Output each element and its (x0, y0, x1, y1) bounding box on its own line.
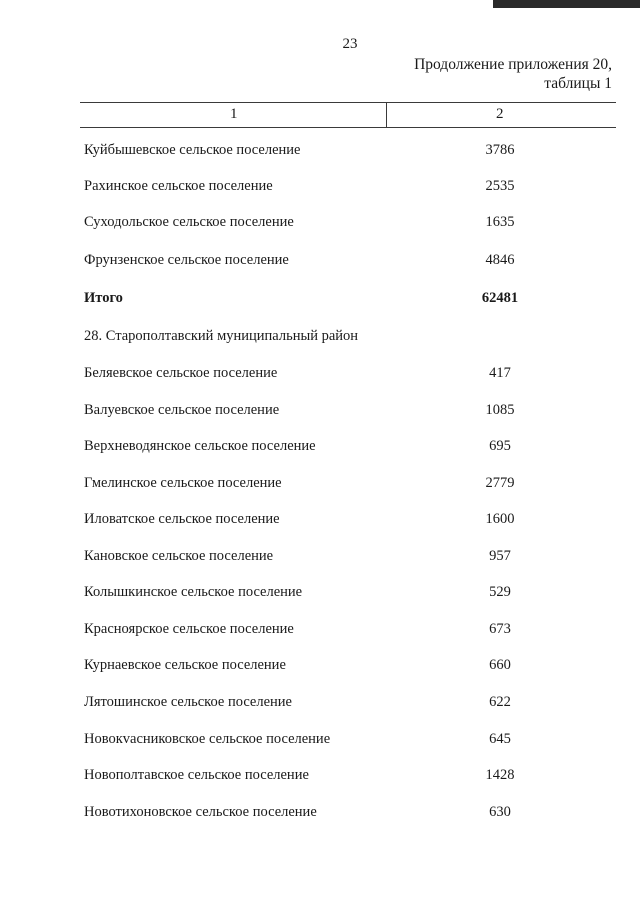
table-row (0, 694, 640, 716)
table-header-bottom-rule (80, 127, 616, 128)
row-name: Красноярское сельское поселение (84, 621, 294, 637)
continuation-note (414, 55, 612, 93)
table-row (0, 657, 640, 679)
scan-corner-mark (493, 0, 640, 8)
row-value: 673 (489, 621, 511, 637)
table-header-top-rule (80, 102, 616, 103)
total-row (0, 290, 640, 312)
section-heading-row (0, 328, 640, 350)
continuation-line-1: Продолжение приложения 20, (414, 56, 612, 73)
section-heading: 28. Старополтавский муниципальный район (84, 328, 359, 344)
table-row (0, 365, 640, 387)
row-name: Лятошинское сельское поселение (84, 694, 292, 710)
table-row (0, 252, 640, 274)
row-name: Новокvасниковское сельское поселение (84, 731, 331, 747)
row-value: 1428 (485, 767, 515, 783)
row-name: Курнаевское сельское поселение (84, 657, 286, 673)
column-header-2: 2 (496, 106, 504, 122)
table-row (0, 804, 640, 826)
row-name: Кановское сельское поселение (84, 548, 274, 564)
row-name: Верхневодянское сельское поселение (84, 438, 316, 454)
row-name: Куйбышевское сельское поселение (84, 142, 301, 158)
row-value: 957 (489, 548, 511, 564)
table-row (0, 767, 640, 789)
row-value: 1085 (485, 402, 515, 418)
table-row (0, 548, 640, 570)
column-header-1: 1 (230, 106, 238, 122)
row-value: 1635 (485, 214, 515, 230)
row-value: 660 (489, 657, 511, 673)
row-value: 645 (489, 731, 511, 747)
row-name: Фрунзенское сельское поселение (84, 252, 289, 268)
row-value: 3786 (485, 142, 515, 158)
row-value: 695 (489, 438, 511, 454)
row-name: Суходольское сельское поселение (84, 214, 294, 230)
continuation-line-2: таблицы 1 (544, 75, 612, 92)
row-name: Иловатское сельское поселение (84, 511, 280, 527)
row-name: Новотихоновское сельское поселение (84, 804, 317, 820)
row-name: Гмелинское сельское поселение (84, 475, 282, 491)
table-row (0, 621, 640, 643)
row-value: 4846 (485, 252, 515, 268)
row-value: 1600 (485, 511, 515, 527)
table-row (0, 731, 640, 753)
row-name: Колышкинское сельское поселение (84, 584, 303, 600)
row-name: Беляевское сельское поселение (84, 365, 278, 381)
table-row (0, 402, 640, 424)
row-value: 529 (489, 584, 511, 600)
row-name: Рахинское сельское поселение (84, 178, 273, 194)
row-value: 2779 (485, 475, 515, 491)
row-name: Новополтавское сельское поселение (84, 767, 309, 783)
total-label: Итого (84, 290, 123, 306)
table-row (0, 475, 640, 497)
row-value: 630 (489, 804, 511, 820)
row-name: Валуевское сельское поселение (84, 402, 280, 418)
table-row (0, 178, 640, 200)
table-row (0, 511, 640, 533)
page-number: 23 (342, 36, 358, 52)
row-value: 622 (489, 694, 511, 710)
table-row (0, 142, 640, 164)
table-row (0, 584, 640, 606)
row-value: 417 (489, 365, 511, 381)
table-row (0, 438, 640, 460)
row-value: 2535 (485, 178, 515, 194)
table-row (0, 214, 640, 236)
total-value: 62481 (481, 290, 519, 306)
table-column-divider (386, 103, 387, 127)
